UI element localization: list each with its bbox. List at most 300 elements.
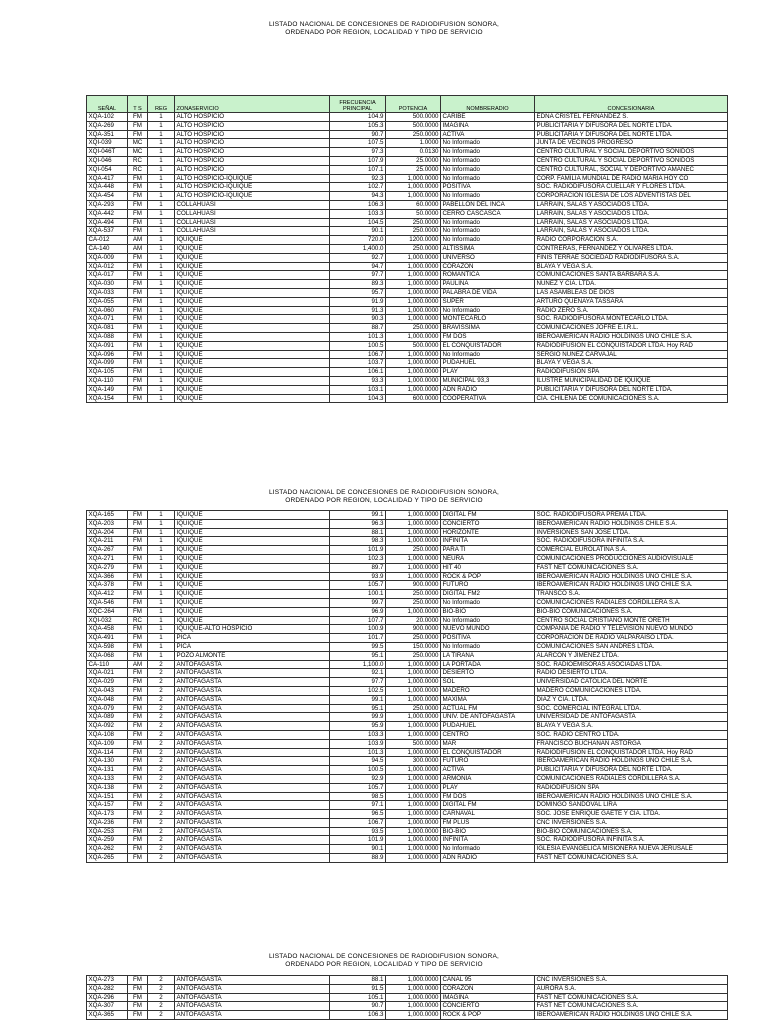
cell-zona: ALTO HOSPICIO xyxy=(175,130,330,139)
cell-frecuencia: 1,400.0 xyxy=(330,244,386,253)
cell-potencia: 1200.0000 xyxy=(386,236,441,245)
cell-nombre: CARNAVAL xyxy=(441,810,535,819)
cell-concesionaria: FAST NET COMUNICACIONES S.A. xyxy=(535,1002,728,1011)
cell-potencia: 250.0000 xyxy=(386,546,441,555)
cell-zona: IQUIQUE xyxy=(175,376,330,385)
cell-ts: FM xyxy=(128,368,148,377)
cell-nombre: FM PLUS xyxy=(441,818,535,827)
cell-potencia: 1,000.0000 xyxy=(386,748,441,757)
cell-potencia: 1,000.0000 xyxy=(386,385,441,394)
cell-frecuencia: 95.9 xyxy=(330,722,386,731)
cell-frecuencia: 93.9 xyxy=(330,572,386,581)
cell-concesionaria: SOC. RADIODIFUSORA INFINITA S.A. xyxy=(535,836,728,845)
cell-senal: XQA-033 xyxy=(87,288,128,297)
cell-frecuencia: 95.1 xyxy=(330,651,386,660)
cell-zona: IQUIQUE xyxy=(175,581,330,590)
cell-frecuencia: 103.7 xyxy=(330,359,386,368)
cell-frecuencia: 107.7 xyxy=(330,616,386,625)
cell-potencia: 1,000.0000 xyxy=(386,686,441,695)
cell-frecuencia: 93.5 xyxy=(330,827,386,836)
cell-nombre: No Informado xyxy=(441,165,535,174)
cell-potencia: 1,000.0000 xyxy=(386,713,441,722)
cell-zona: ALTO HOSPICIO xyxy=(175,156,330,165)
cell-reg: 1 xyxy=(148,139,175,148)
cell-ts: AM xyxy=(128,244,148,253)
cell-frecuencia: 106.3 xyxy=(330,200,386,209)
cell-reg: 1 xyxy=(148,297,175,306)
cell-ts: FM xyxy=(128,563,148,572)
cell-frecuencia: 98.5 xyxy=(330,792,386,801)
cell-potencia: 500.0000 xyxy=(386,341,441,350)
table-row xyxy=(87,783,728,792)
cell-zona: ALTO HOSPICIO xyxy=(175,139,330,148)
cell-senal: XQA-009 xyxy=(87,253,128,262)
cell-nombre: SUPER xyxy=(441,297,535,306)
cell-zona: ANTOFAGASTA xyxy=(175,669,330,678)
cell-reg: 2 xyxy=(148,827,175,836)
col-senal: SEÑAL xyxy=(87,96,128,113)
cell-potencia: 250.0000 xyxy=(386,227,441,236)
cell-senal: XQA-109 xyxy=(87,739,128,748)
table-row xyxy=(87,686,728,695)
cell-nombre: HIT 40 xyxy=(441,563,535,572)
cell-reg: 1 xyxy=(148,537,175,546)
cell-frecuencia: 97.3 xyxy=(330,148,386,157)
cell-senal: XQA-068 xyxy=(87,651,128,660)
cell-concesionaria: SOC. RADIODIFUSORA INFINITA S.A. xyxy=(535,537,728,546)
table-row xyxy=(87,165,728,174)
cell-potencia: 1,000.0000 xyxy=(386,528,441,537)
cell-potencia: 1,000.0000 xyxy=(386,572,441,581)
cell-ts: FM xyxy=(128,394,148,403)
cell-reg: 2 xyxy=(148,845,175,854)
cell-ts: FM xyxy=(128,792,148,801)
table-row xyxy=(87,324,728,333)
cell-concesionaria: IGLESIA EVANGELICA MISIONERA NUEVA JERUSALE xyxy=(535,845,728,854)
cell-frecuencia: 99.7 xyxy=(330,598,386,607)
table-row xyxy=(87,669,728,678)
cell-potencia: 1,000.0000 xyxy=(386,766,441,775)
cell-reg: 2 xyxy=(148,722,175,731)
table-row xyxy=(87,713,728,722)
cell-nombre: No Informado xyxy=(441,192,535,201)
col-concesionaria: CONCESIONARIA xyxy=(535,96,728,113)
cell-ts: FM xyxy=(128,598,148,607)
cell-senal: XQA-442 xyxy=(87,209,128,218)
cell-zona: IQUIQUE xyxy=(175,350,330,359)
table-row xyxy=(87,642,728,651)
cell-reg: 2 xyxy=(148,1011,175,1020)
cell-ts: FM xyxy=(128,253,148,262)
listing-header-1 xyxy=(0,21,768,37)
cell-concesionaria: FINIS TERRAE SOCIEDAD RADIODIFUSORA S.A. xyxy=(535,253,728,262)
cell-nombre: CERRO CASCASCA xyxy=(441,209,535,218)
cell-senal: XQA-012 xyxy=(87,262,128,271)
cell-reg: 1 xyxy=(148,625,175,634)
cell-zona: ANTOFAGASTA xyxy=(175,660,330,669)
table-row xyxy=(87,827,728,836)
cell-reg: 2 xyxy=(148,704,175,713)
cell-zona: ANTOFAGASTA xyxy=(175,695,330,704)
cell-potencia: 1,000.0000 xyxy=(386,563,441,572)
cell-senal: XQA-108 xyxy=(87,730,128,739)
cell-potencia: 1,000.0000 xyxy=(386,774,441,783)
cell-zona: IQUIQUE xyxy=(175,537,330,546)
cell-potencia: 500.0000 xyxy=(386,121,441,130)
cell-senal: XQA-267 xyxy=(87,546,128,555)
cell-ts: FM xyxy=(128,651,148,660)
cell-concesionaria: IBEROAMERICAN RADIO HOLDINGS UNO CHILE S.A. xyxy=(535,757,728,766)
cell-potencia: 1,000.0000 xyxy=(386,792,441,801)
cell-reg: 1 xyxy=(148,528,175,537)
cell-zona: IQUIQUE xyxy=(175,519,330,528)
cell-concesionaria: CENTRO CULTURAL Y SOCIAL DEPORTIVO SONIDOS xyxy=(535,156,728,165)
cell-nombre: MONTECARLO xyxy=(441,315,535,324)
header-line-1: LISTADO NACIONAL DE CONCESIONES DE RADIODIFUSION SONORA, xyxy=(268,21,500,28)
table-row xyxy=(87,297,728,306)
cell-nombre: CARIBE xyxy=(441,113,535,122)
cell-nombre: ROCK & POP xyxy=(441,1011,535,1020)
table-row xyxy=(87,519,728,528)
cell-reg: 2 xyxy=(148,757,175,766)
col-zona: ZONASERVICIO xyxy=(175,96,330,113)
cell-potencia: 1,000.0000 xyxy=(386,1002,441,1011)
cell-zona: IQUIQUE xyxy=(175,297,330,306)
cell-zona: ANTOFAGASTA xyxy=(175,713,330,722)
cell-reg: 1 xyxy=(148,598,175,607)
cell-nombre: SOL xyxy=(441,678,535,687)
cell-ts: FM xyxy=(128,678,148,687)
cell-potencia: 1,000.0000 xyxy=(386,350,441,359)
cell-senal: XQA-265 xyxy=(87,854,128,863)
cell-ts: FM xyxy=(128,713,148,722)
cell-zona: ALTO HOSPICIO xyxy=(175,165,330,174)
cell-ts: FM xyxy=(128,572,148,581)
cell-zona: ANTOFAGASTA xyxy=(175,686,330,695)
concessions-table-3 xyxy=(86,975,728,1020)
table-row xyxy=(87,836,728,845)
cell-concesionaria: IBEROAMERICAN RADIO HOLDINGS CHILE S.A. xyxy=(535,519,728,528)
cell-reg: 1 xyxy=(148,554,175,563)
cell-zona: ANTOFAGASTA xyxy=(175,792,330,801)
table-row xyxy=(87,792,728,801)
cell-concesionaria: PUBLICITARIA Y DIFUSORA DEL NORTE LTDA. xyxy=(535,385,728,394)
cell-reg: 1 xyxy=(148,634,175,643)
cell-ts: FM xyxy=(128,984,148,993)
cell-frecuencia: 90.7 xyxy=(330,1002,386,1011)
cell-senal: XQA-273 xyxy=(87,976,128,985)
table-row xyxy=(87,976,728,985)
table-row xyxy=(87,200,728,209)
cell-senal: XQA-282 xyxy=(87,984,128,993)
col-frecuencia xyxy=(330,96,386,113)
cell-nombre: POSITIVA xyxy=(441,634,535,643)
cell-frecuencia: 101.7 xyxy=(330,634,386,643)
cell-senal: XQA-030 xyxy=(87,280,128,289)
cell-senal: XQA-071 xyxy=(87,315,128,324)
table-row xyxy=(87,1011,728,1020)
cell-potencia: 250.0000 xyxy=(386,590,441,599)
cell-ts: FM xyxy=(128,669,148,678)
cell-senal: XQA-017 xyxy=(87,271,128,280)
cell-concesionaria: BLAYA Y VEGA S.A. xyxy=(535,262,728,271)
cell-potencia: 0.0130 xyxy=(386,148,441,157)
cell-zona: IQUIQUE xyxy=(175,546,330,555)
cell-senal: XQI-039 xyxy=(87,139,128,148)
cell-ts: FM xyxy=(128,704,148,713)
table-row xyxy=(87,528,728,537)
cell-nombre: COOPERATIVA xyxy=(441,394,535,403)
cell-reg: 1 xyxy=(148,192,175,201)
table-row xyxy=(87,174,728,183)
cell-concesionaria: CORPORACION IGLESIA DE LOS ADVENTISTAS DEL xyxy=(535,192,728,201)
cell-nombre: ALTISSIMA xyxy=(441,244,535,253)
cell-zona: COLLAHUASI xyxy=(175,200,330,209)
cell-senal: XQA-092 xyxy=(87,722,128,731)
cell-zona: IQUIQUE xyxy=(175,528,330,537)
cell-concesionaria: CENTRO SOCIAL CRISTIANO MONTE ORETH xyxy=(535,616,728,625)
cell-zona: ANTOFAGASTA xyxy=(175,704,330,713)
cell-nombre: ACTIVA xyxy=(441,130,535,139)
cell-reg: 2 xyxy=(148,678,175,687)
cell-frecuencia: 102.5 xyxy=(330,686,386,695)
cell-nombre: No Informado xyxy=(441,642,535,651)
cell-nombre: No Informado xyxy=(441,139,535,148)
table-row xyxy=(87,993,728,1002)
cell-zona: ALTO HOSPICIO-IQUIQUE xyxy=(175,192,330,201)
cell-senal: XQA-537 xyxy=(87,227,128,236)
cell-senal: XQA-043 xyxy=(87,686,128,695)
cell-reg: 1 xyxy=(148,218,175,227)
table-row xyxy=(87,634,728,643)
table-row xyxy=(87,581,728,590)
cell-concesionaria: COMERCIAL EUROLATINA S.A. xyxy=(535,546,728,555)
table-row xyxy=(87,748,728,757)
cell-concesionaria: EDNA CRISTEL FERNANDEZ S. xyxy=(535,113,728,122)
cell-concesionaria: COMPAÑIA DE RADIO Y TELEVISION NUEVO MUNDO xyxy=(535,625,728,634)
cell-reg: 1 xyxy=(148,271,175,280)
cell-senal: XQA-110 xyxy=(87,376,128,385)
cell-ts: FM xyxy=(128,976,148,985)
cell-frecuencia: 88.9 xyxy=(330,854,386,863)
cell-zona: ALTO HOSPICIO-IQUIQUE xyxy=(175,183,330,192)
cell-frecuencia: 88.1 xyxy=(330,528,386,537)
table-row xyxy=(87,253,728,262)
cell-ts: MC xyxy=(128,148,148,157)
cell-frecuencia: 104.5 xyxy=(330,218,386,227)
cell-zona: ANTOFAGASTA xyxy=(175,827,330,836)
cell-senal: XQA-351 xyxy=(87,130,128,139)
cell-frecuencia: 107.9 xyxy=(330,156,386,165)
cell-zona: ANTOFAGASTA xyxy=(175,818,330,827)
cell-zona: IQUIQUE xyxy=(175,341,330,350)
cell-potencia: 150.0000 xyxy=(386,642,441,651)
table-row xyxy=(87,563,728,572)
cell-potencia: 1,000.0000 xyxy=(386,1011,441,1020)
cell-ts: FM xyxy=(128,686,148,695)
cell-senal: XQA-236 xyxy=(87,818,128,827)
table-row xyxy=(87,315,728,324)
cell-reg: 2 xyxy=(148,1002,175,1011)
cell-concesionaria: IBEROAMERICAN RADIO HOLDINGS UNO CHILE S.A. xyxy=(535,1011,728,1020)
cell-senal: XQA-114 xyxy=(87,748,128,757)
cell-frecuencia: 95.1 xyxy=(330,704,386,713)
cell-frecuencia: 105.7 xyxy=(330,783,386,792)
cell-ts: FM xyxy=(128,200,148,209)
cell-ts: MC xyxy=(128,139,148,148)
cell-concesionaria: COMUNICACIONES RADIALES CORDILLERA S.A. xyxy=(535,774,728,783)
cell-nombre: PLAY xyxy=(441,783,535,792)
cell-nombre: EL CONQUISTADOR xyxy=(441,748,535,757)
cell-ts: FM xyxy=(128,827,148,836)
cell-potencia: 1,000.0000 xyxy=(386,976,441,985)
cell-reg: 1 xyxy=(148,394,175,403)
cell-senal: XQA-048 xyxy=(87,695,128,704)
cell-nombre: POSITIVA xyxy=(441,183,535,192)
cell-zona: IQUIQUE xyxy=(175,598,330,607)
cell-reg: 1 xyxy=(148,511,175,520)
cell-nombre: PABELLON DEL INCA xyxy=(441,200,535,209)
cell-reg: 2 xyxy=(148,792,175,801)
cell-potencia: 1,000.0000 xyxy=(386,376,441,385)
cell-ts: FM xyxy=(128,359,148,368)
cell-potencia: 1,000.0000 xyxy=(386,183,441,192)
cell-senal: XQA-262 xyxy=(87,845,128,854)
cell-frecuencia: 106.7 xyxy=(330,350,386,359)
cell-frecuencia: 1,100.0 xyxy=(330,660,386,669)
cell-frecuencia: 99.9 xyxy=(330,713,386,722)
cell-concesionaria: CORPORACION DE RADIO VALPARAISO LTDA. xyxy=(535,634,728,643)
cell-potencia: 1,000.0000 xyxy=(386,801,441,810)
cell-senal: XQA-130 xyxy=(87,757,128,766)
cell-frecuencia: 98.3 xyxy=(330,537,386,546)
cell-concesionaria: BIO-BIO COMUNICACIONES S.A. xyxy=(535,827,728,836)
cell-ts: FM xyxy=(128,280,148,289)
cell-potencia: 1,000.0000 xyxy=(386,730,441,739)
cell-reg: 1 xyxy=(148,546,175,555)
cell-nombre: HORIZONTE xyxy=(441,528,535,537)
cell-senal: XQA-211 xyxy=(87,537,128,546)
cell-zona: IQUIQUE xyxy=(175,306,330,315)
cell-potencia: 250.0000 xyxy=(386,598,441,607)
cell-frecuencia: 103.9 xyxy=(330,739,386,748)
cell-potencia: 1,000.0000 xyxy=(386,271,441,280)
cell-zona: ANTOFAGASTA xyxy=(175,1011,330,1020)
cell-frecuencia: 99.1 xyxy=(330,511,386,520)
cell-frecuencia: 92.3 xyxy=(330,174,386,183)
cell-potencia: 1,000.0000 xyxy=(386,660,441,669)
cell-reg: 2 xyxy=(148,993,175,1002)
cell-potencia: 1,000.0000 xyxy=(386,537,441,546)
cell-potencia: 500.0000 xyxy=(386,739,441,748)
cell-zona: IQUIQUE xyxy=(175,385,330,394)
cell-frecuencia: 91.3 xyxy=(330,306,386,315)
cell-nombre: PLAY xyxy=(441,368,535,377)
cell-ts: FM xyxy=(128,1011,148,1020)
cell-frecuencia: 100.5 xyxy=(330,766,386,775)
table-row xyxy=(87,376,728,385)
cell-senal: XQA-365 xyxy=(87,1011,128,1020)
table-row xyxy=(87,818,728,827)
cell-zona: COLLAHUASI xyxy=(175,227,330,236)
cell-potencia: 250.0000 xyxy=(386,634,441,643)
cell-concesionaria: CENTRO CULTURAL Y SOCIAL DEPORTIVO SONIDOS xyxy=(535,148,728,157)
table-row xyxy=(87,280,728,289)
cell-ts: RC xyxy=(128,616,148,625)
col-potencia: POTENCIA xyxy=(386,96,441,113)
cell-potencia: 1,000.0000 xyxy=(386,818,441,827)
cell-ts: FM xyxy=(128,332,148,341)
col-reg: REG xyxy=(148,96,175,113)
cell-senal: XQA-279 xyxy=(87,563,128,572)
cell-senal: XQA-546 xyxy=(87,598,128,607)
cell-ts: FM xyxy=(128,324,148,333)
table-row xyxy=(87,368,728,377)
table-row xyxy=(87,350,728,359)
cell-frecuencia: 104.9 xyxy=(330,113,386,122)
cell-reg: 2 xyxy=(148,836,175,845)
cell-ts: FM xyxy=(128,845,148,854)
cell-concesionaria: CENTRO CULTURAL, SOCIAL Y DEPORTIVO AMANEC xyxy=(535,165,728,174)
cell-nombre: CANAL 95 xyxy=(441,976,535,985)
cell-concesionaria: IBEROAMERICAN RADIO HOLDINGS UNO CHILE S.A. xyxy=(535,572,728,581)
listing-header-2 xyxy=(0,489,768,505)
cell-senal: XQA-021 xyxy=(87,669,128,678)
cell-frecuencia: 103.3 xyxy=(330,730,386,739)
cell-concesionaria: LARRAIN, SALAS Y ASOCIADOS LTDA. xyxy=(535,209,728,218)
cell-zona: IQUIQUE xyxy=(175,236,330,245)
cell-reg: 1 xyxy=(148,244,175,253)
cell-zona: ANTOFAGASTA xyxy=(175,678,330,687)
cell-frecuencia: 107.5 xyxy=(330,139,386,148)
table-row xyxy=(87,332,728,341)
cell-reg: 1 xyxy=(148,262,175,271)
cell-ts: FM xyxy=(128,511,148,520)
cell-senal: XQA-491 xyxy=(87,634,128,643)
cell-concesionaria: CNC INVERSIONES S.A. xyxy=(535,976,728,985)
cell-ts: FM xyxy=(128,183,148,192)
table-row xyxy=(87,359,728,368)
cell-reg: 2 xyxy=(148,854,175,863)
cell-potencia: 1.0000 xyxy=(386,139,441,148)
cell-frecuencia: 106.1 xyxy=(330,368,386,377)
cell-reg: 1 xyxy=(148,113,175,122)
cell-nombre: BIO-BIO xyxy=(441,827,535,836)
cell-ts: FM xyxy=(128,121,148,130)
cell-ts: AM xyxy=(128,660,148,669)
cell-concesionaria: SOC. RADIO CENTRO LTDA. xyxy=(535,730,728,739)
cell-zona: ALTO HOSPICIO xyxy=(175,121,330,130)
cell-nombre: MADERO xyxy=(441,686,535,695)
cell-frecuencia: 103.1 xyxy=(330,385,386,394)
cell-zona: ANTOFAGASTA xyxy=(175,757,330,766)
cell-senal: XQC-264 xyxy=(87,607,128,616)
cell-zona: IQUIQUE xyxy=(175,616,330,625)
cell-zona: ALTO HOSPICIO-IQUIQUE xyxy=(175,174,330,183)
cell-nombre: IMAGINA xyxy=(441,993,535,1002)
cell-potencia: 250.0000 xyxy=(386,324,441,333)
cell-potencia: 250.0000 xyxy=(386,218,441,227)
cell-ts: FM xyxy=(128,528,148,537)
cell-nombre: ADN RADIO xyxy=(441,385,535,394)
cell-reg: 2 xyxy=(148,686,175,695)
cell-zona: IQUIQUE xyxy=(175,271,330,280)
cell-zona: ANTOFAGASTA xyxy=(175,766,330,775)
cell-frecuencia: 104.3 xyxy=(330,394,386,403)
cell-frecuencia: 101.3 xyxy=(330,748,386,757)
cell-concesionaria: RADIO ZERO S.A. xyxy=(535,306,728,315)
cell-zona: IQUIQUE xyxy=(175,288,330,297)
